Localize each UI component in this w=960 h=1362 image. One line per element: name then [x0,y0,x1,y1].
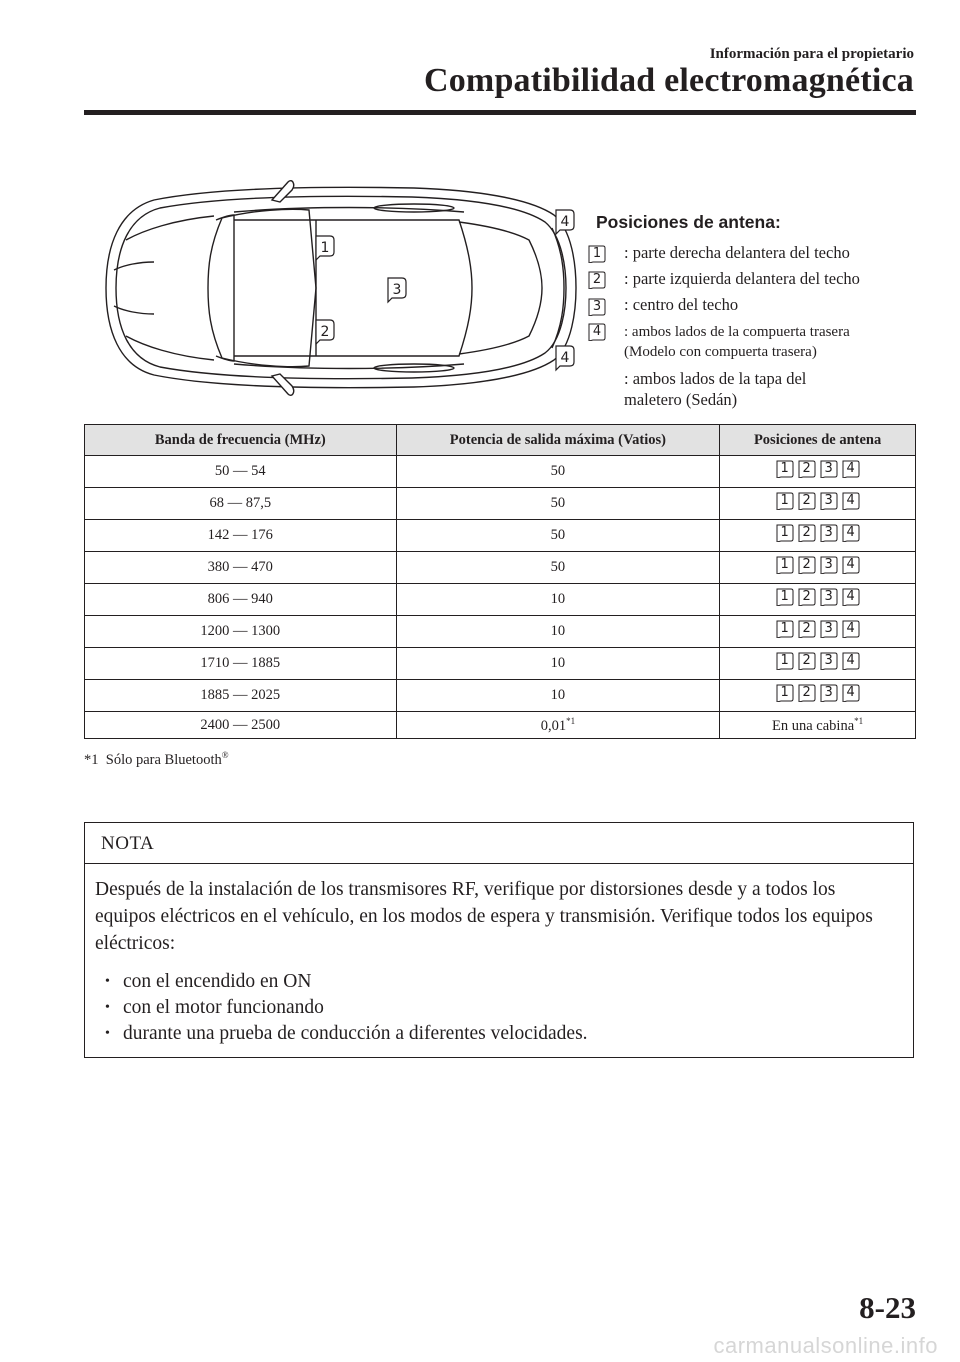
position-4-badge: 4 [588,323,606,341]
table-row [85,712,916,739]
position-3-badge: 3 [588,298,606,316]
legend-sedan-line1: : ambos lados de la tapa del [624,368,807,388]
note-title: NOTA [85,823,913,864]
position-badge: 2 [798,620,816,638]
position-badge: 2 [798,524,816,542]
position-badge: 4 [842,556,860,574]
max-power-cell: 50 [396,456,720,488]
note-box [84,822,914,1058]
legend-item-2-text: : parte izquierda delantera del techo [624,269,860,289]
note-paragraph: Después de la instalación de los transmisores RF, verifique por distorsiones desde y a todos los equipos eléctricos en el vehículo, en los modos de espera y transmisión. Verifique todos los equipos eléctricos: [95,879,873,954]
legend-item-4-text: : ambos lados de la compuerta trasera [624,323,850,340]
position-badge: 1 [776,588,794,606]
legend-sedan-line2: maletero (Sedán) [624,389,738,409]
legend-item-1 [588,243,918,263]
header-antenna-positions: Posiciones de antena [720,425,916,456]
legend-item-4-text2: (Modelo con compuerta trasera) [624,343,817,360]
position-badge: 4 [842,652,860,670]
callout-2 [316,320,334,344]
table-row [85,584,916,616]
antenna-positions-cell [720,648,916,680]
position-badge: 2 [798,684,816,702]
footnote-prefix: *1 [84,751,99,768]
frequency-band-cell: 2400 — 2500 [85,712,397,739]
legend-item-1-text: : parte derecha delantera del techo [624,243,850,262]
frequency-table [84,424,916,739]
table-row [85,488,916,520]
list-item: • con el motor funcionando [95,995,899,1021]
position-badge: 1 [776,492,794,510]
table-row [85,648,916,680]
position-badge: 4 [842,620,860,638]
table-header-row [85,425,916,456]
position-badge: 3 [820,524,838,542]
position-badge: 2 [798,492,816,510]
position-badge: 4 [842,524,860,542]
antenna-positions-cell: En una cabina$^{*1}$ [720,712,916,739]
antenna-positions-cell [720,584,916,616]
table-row [85,520,916,552]
position-badge: 1 [776,556,794,574]
antenna-legend [588,212,918,410]
registered-mark: ® [221,750,229,760]
max-power-cell: 10 [396,584,720,616]
callout-4-bottom [556,346,574,370]
callout-2-label: 2 [320,324,330,340]
callout-4-top [556,210,574,234]
antenna-positions-cell [720,616,916,648]
position-2-badge: 2 [588,271,606,289]
frequency-band-cell: 50 — 54 [85,456,397,488]
legend-item-2 [588,269,918,289]
page-number: 8-23 [859,1290,916,1325]
footnote-ref: *1 [566,715,576,726]
antenna-positions-cell [720,488,916,520]
frequency-band-cell: 1885 — 2025 [85,680,397,712]
table-row [85,456,916,488]
legend-item-3-text: : centro del techo [624,295,739,315]
page-title: Compatibilidad electromagnética [423,62,914,99]
footnote-ref: *1 [854,715,864,726]
frequency-band-cell: 142 — 176 [85,520,397,552]
frequency-band-cell: 68 — 87,5 [85,488,397,520]
frequency-band-cell: 1710 — 1885 [85,648,397,680]
legend-title: Posiciones de antena: [596,212,781,232]
max-power-cell: 50 [396,488,720,520]
max-power-cell: 50 [396,520,720,552]
position-badge: 1 [776,684,794,702]
position-badge: 3 [820,684,838,702]
antenna-positions-cell [720,456,916,488]
position-badge: 1 [776,524,794,542]
max-power-cell: 10 [396,680,720,712]
section-subtitle: Información para el propietario [709,46,914,62]
header-frequency-band: Banda de frecuencia (MHz) [85,425,397,456]
max-power-cell: 10 [396,616,720,648]
position-badge: 3 [820,620,838,638]
max-power-cell: 50 [396,552,720,584]
position-badge: 4 [842,460,860,478]
header-max-power: Potencia de salida máxima (Vatios) [396,425,720,456]
legend-item-3 [588,295,918,315]
frequency-band-cell: 380 — 470 [85,552,397,584]
callout-1-label: 1 [320,240,330,256]
position-badge: 1 [776,620,794,638]
callout-1 [316,236,334,260]
footnote [84,750,229,769]
position-badge: 2 [798,556,816,574]
position-badge: 3 [820,492,838,510]
antenna-positions-cell [720,552,916,584]
position-1-badge: 1 [588,245,606,263]
note-bullet-list [95,969,899,1047]
position-badge: 4 [842,588,860,606]
position-badge: 3 [820,652,838,670]
callout-4-bottom-label: 4 [560,350,570,366]
callout-4-top-label: 4 [560,214,570,230]
header-rule [84,110,916,115]
watermark-text: carmanualsonline.info [713,1333,938,1358]
position-badge: 1 [776,460,794,478]
footnote-text: Sólo para Bluetooth [105,751,222,768]
antenna-positions-cell [720,680,916,712]
callout-3-label: 3 [392,282,402,298]
position-badge: 3 [820,588,838,606]
antenna-positions-cell [720,520,916,552]
position-badge: 3 [820,460,838,478]
callout-3 [388,278,406,302]
car-top-view-diagram [84,170,584,405]
position-badge: 1 [776,652,794,670]
position-badge: 4 [842,684,860,702]
max-power-cell: 0,01$^{*1}$ [396,712,720,739]
frequency-band-cell: 806 — 940 [85,584,397,616]
table-row [85,680,916,712]
table-row [85,616,916,648]
position-badge: 2 [798,588,816,606]
frequency-band-cell: 1200 — 1300 [85,616,397,648]
max-power-cell: 10 [396,648,720,680]
position-badge: 2 [798,460,816,478]
position-badge: 2 [798,652,816,670]
table-row [85,552,916,584]
position-badge: 3 [820,556,838,574]
list-item: • con el encendido en ON [95,969,899,995]
legend-item-4 [588,322,918,362]
position-badge: 4 [842,492,860,510]
list-item: • durante una prueba de conducción a diferentes velocidades. [95,1021,899,1047]
